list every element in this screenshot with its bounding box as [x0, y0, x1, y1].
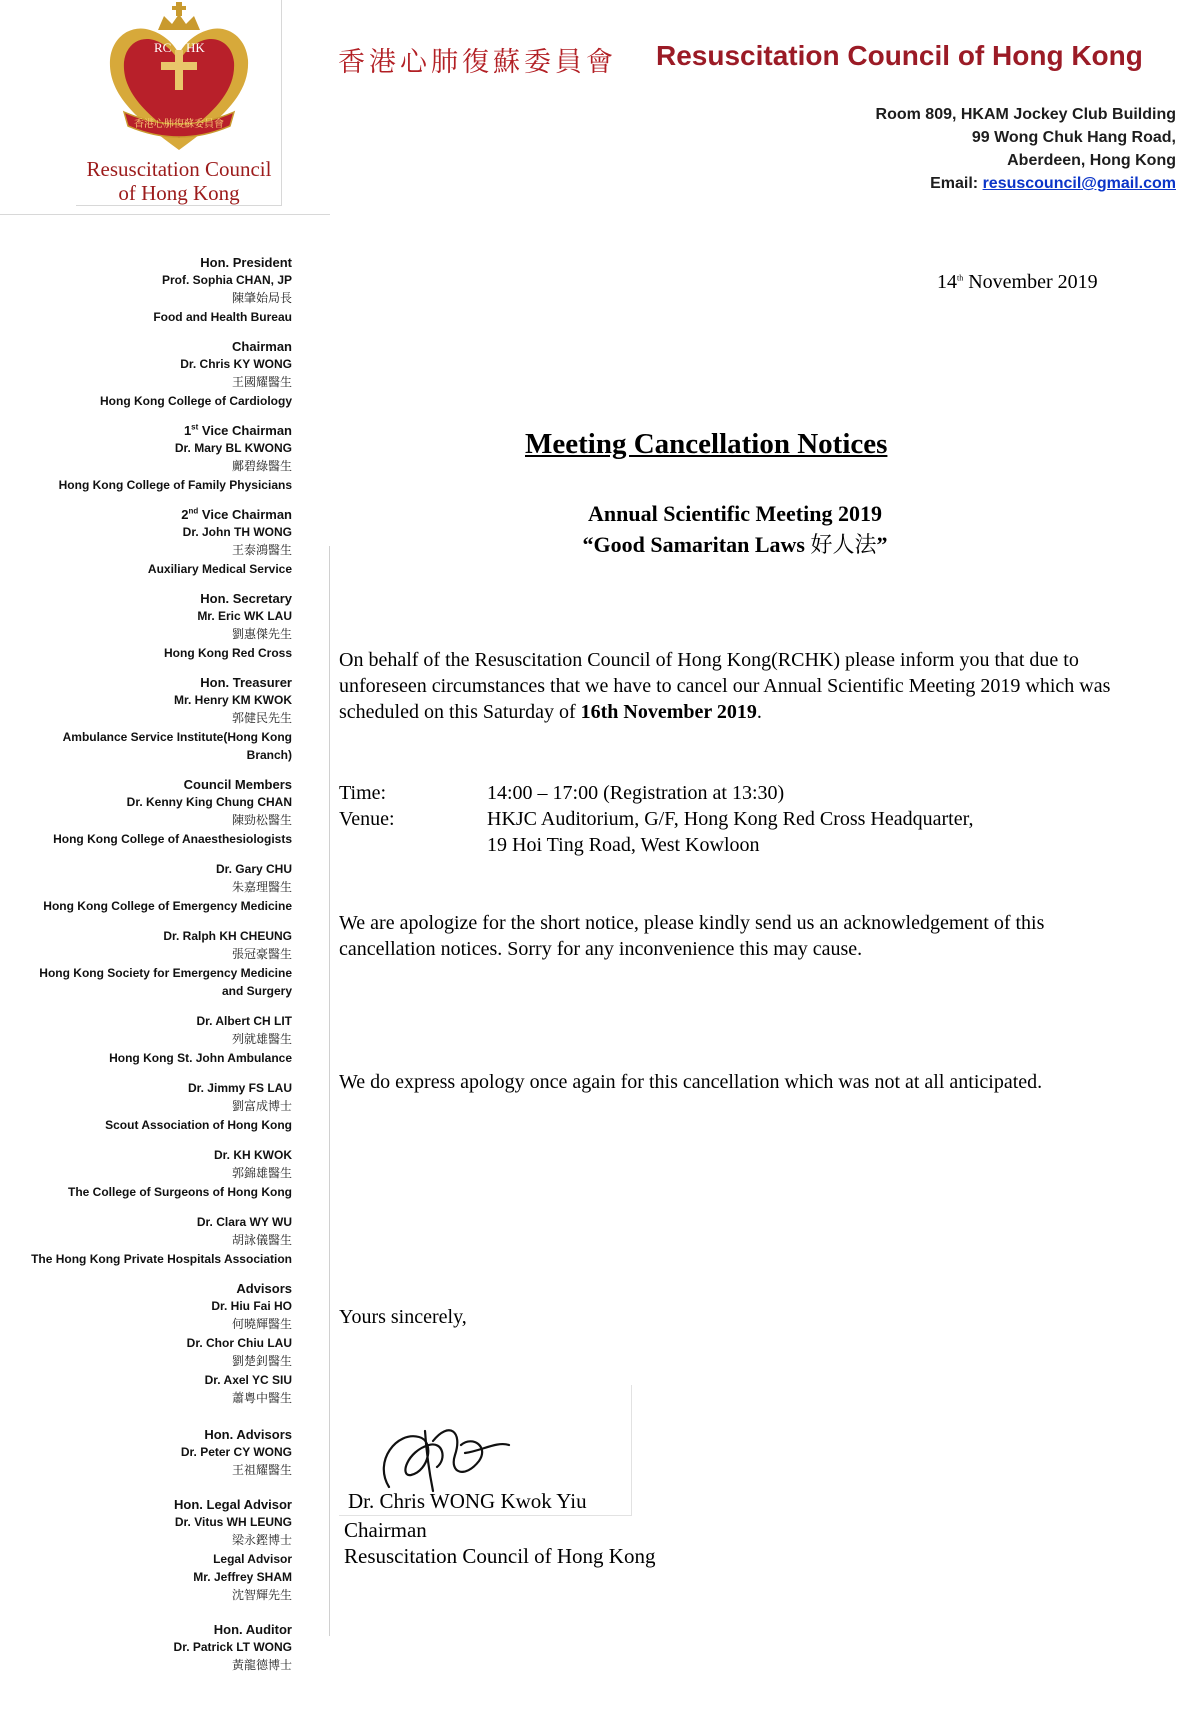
officer-org: Hong Kong Red Cross: [164, 646, 292, 660]
crest-emblem-icon: [98, 0, 260, 160]
officer-name-chinese: 張冠豪醫生: [231, 947, 292, 961]
officer-org: Scout Association of Hong Kong: [105, 1118, 292, 1132]
officer-name-chinese: 蕭粵中醫生: [231, 1391, 292, 1405]
officer-name: Dr. Clara WY WU: [196, 1215, 292, 1229]
officer-role: Hon. Secretary: [200, 591, 292, 606]
address-line: Room 809, HKAM Jockey Club Building: [875, 106, 1176, 123]
officers-column: [2, 254, 292, 1687]
meeting-theme: “Good Samaritan Laws 好人法”: [582, 532, 888, 558]
officer-group: [2, 1426, 292, 1480]
officer-group: [2, 1213, 292, 1268]
officer-name-chinese: 胡詠儀醫生: [231, 1233, 292, 1247]
meeting-name: Annual Scientific Meeting 2019: [588, 501, 882, 526]
email-row: [876, 172, 1176, 195]
officer-role: Advisors: [236, 1281, 292, 1296]
address-line: Aberdeen, Hong Kong: [1007, 152, 1176, 169]
officer-name: Mr. Henry KM KWOK: [173, 693, 292, 707]
officer-group: [2, 1496, 292, 1605]
column-divider: [329, 546, 330, 1636]
officer-name-chinese: 陳勁松醫生: [231, 813, 292, 827]
officer-org: Hong Kong College of Emergency Medicine: [43, 899, 292, 913]
address-block: [876, 103, 1176, 195]
time-label: Time:: [339, 782, 387, 804]
officer-name: Dr. John TH WONG: [182, 525, 292, 539]
venue-line: HKJC Auditorium, G/F, Hong Kong Red Cross Headquarter,: [487, 808, 974, 830]
officer-name-chinese: 黃龍德博士: [231, 1658, 292, 1672]
officer-name-chinese: 何曉輝醫生: [231, 1317, 292, 1331]
officer-name-chinese: 郭健民先生: [231, 711, 292, 725]
closing-apology-paragraph: We do express apology once again for this cancellation which was not at all anticipated.: [339, 1071, 1043, 1093]
officer-org: Hong Kong College of Cardiology: [100, 394, 292, 408]
officer-name-chinese: 王泰鴻醫生: [231, 543, 292, 557]
officer-role: Council Members: [183, 777, 292, 792]
officer-name: Dr. Mary BL KWONG: [174, 441, 292, 455]
officer-group: [2, 338, 292, 410]
officer-name: Dr. Gary CHU: [215, 862, 292, 876]
logo-hk-text: HK: [186, 40, 205, 55]
officer-role: Chairman: [232, 339, 292, 354]
org-name-english: Resuscitation Council of Hong Kong: [656, 40, 1143, 71]
officer-name: Prof. Sophia CHAN, JP: [161, 273, 292, 287]
signature-icon: [369, 1401, 539, 1501]
officer-org: and Surgery: [221, 984, 292, 998]
venue-line: 19 Hoi Ting Road, West Kowloon: [487, 834, 760, 856]
officer-org: Hong Kong Society for Emergency Medicine: [39, 966, 292, 980]
officer-group: [2, 1146, 292, 1201]
officer-group: [2, 1079, 292, 1134]
officer-role: Hon. Auditor: [213, 1622, 292, 1637]
officer-name: Dr. KH KWOK: [214, 1148, 292, 1162]
officer-name: Mr. Eric WK LAU: [197, 609, 292, 623]
officer-role: Hon. Advisors: [204, 1427, 292, 1442]
officer-org: Auxiliary Medical Service: [147, 562, 292, 576]
signer-title: Chairman: [344, 1518, 427, 1542]
officer-name: Mr. Jeffrey SHAM: [193, 1570, 292, 1584]
closing-salutation: Yours sincerely,: [339, 1306, 467, 1328]
officer-group: [2, 1280, 292, 1408]
officer-name: Dr. Ralph KH CHEUNG: [163, 929, 292, 943]
officer-group: [2, 927, 292, 1000]
officer-org: The Hong Kong Private Hospitals Association: [31, 1252, 292, 1266]
header-divider: [0, 214, 330, 215]
officer-name-chinese: 梁永鏗博士: [231, 1533, 292, 1547]
officer-name-chinese: 朱嘉理醫生: [231, 880, 292, 894]
signer-name: Dr. Chris WONG Kwok Yiu: [348, 1489, 587, 1513]
officer-group: [2, 590, 292, 662]
officer-name-chinese: 陳肇始局長: [231, 291, 292, 305]
officer-role: Hon. Legal Advisor: [174, 1497, 292, 1512]
officer-name: Dr. Hiu Fai HO: [211, 1299, 292, 1313]
officer-group: [2, 254, 292, 326]
officer-name: Dr. Axel YC SIU: [204, 1373, 292, 1387]
officer-role: 1st Vice Chairman: [183, 422, 292, 438]
signer-title-block: [344, 1517, 655, 1569]
officer-name: Dr. Chris KY WONG: [180, 357, 292, 371]
officer-group: [2, 1012, 292, 1067]
officer-name: Dr. Jimmy FS LAU: [187, 1081, 292, 1095]
email-link[interactable]: resuscouncil@gmail.com: [982, 175, 1176, 192]
letter-date: 14th November 2019: [937, 271, 1098, 293]
address-line: 99 Wong Chuk Hang Road,: [971, 129, 1176, 146]
time-value: 14:00 – 17:00 (Registration at 13:30): [487, 782, 785, 804]
cancellation-paragraph: On behalf of the Resuscitation Council of Hong Kong(RCHK) please inform you that due to unforeseen circumstances that we have to cancel our Annual Scientific Meeting 2019 which was scheduled on this Saturday of 16th November 2019.: [339, 649, 1111, 723]
officer-name-chinese: 王國耀醫生: [231, 375, 292, 389]
officer-group: [2, 776, 292, 848]
officer-name-chinese: 劉富成博士: [231, 1099, 292, 1113]
officer-role: Legal Advisor: [213, 1552, 292, 1566]
logo-ribbon-text: 香港心肺復蘇委員會: [134, 119, 224, 130]
officer-name: Dr. Peter CY WONG: [180, 1445, 292, 1459]
logo-caption-line2: of Hong Kong: [118, 181, 240, 205]
officer-name-chinese: 鄺碧綠醫生: [231, 459, 292, 473]
officer-name: Dr. Albert CH LIT: [196, 1014, 292, 1028]
officer-group: [2, 860, 292, 915]
officer-org: The College of Surgeons of Hong Kong: [68, 1185, 292, 1199]
officer-name-chinese: 郭錦雄醫生: [231, 1166, 292, 1180]
council-logo: [76, 0, 282, 206]
officer-name: Dr. Patrick LT WONG: [173, 1640, 292, 1654]
cancelled-date: 16th November 2019: [580, 701, 757, 723]
logo-rc-text: RC: [154, 40, 172, 55]
officer-role: Hon. President: [200, 255, 292, 270]
officer-name-chinese: 沈智輝先生: [231, 1588, 292, 1602]
officer-org: Ambulance Service Institute(Hong Kong: [62, 730, 292, 744]
officer-group: [2, 674, 292, 764]
logo-caption-line1: Resuscitation Council: [86, 157, 272, 181]
officer-name-chinese: 王祖耀醫生: [231, 1463, 292, 1477]
officer-name: Dr. Kenny King Chung CHAN: [126, 795, 292, 809]
org-name-chinese: 香港心肺復蘇委員會: [338, 47, 617, 78]
officer-org: Food and Health Bureau: [153, 310, 292, 324]
officer-name: Dr. Chor Chiu LAU: [186, 1336, 292, 1350]
venue-label: Venue:: [339, 808, 395, 830]
officer-role: 2nd Vice Chairman: [181, 506, 292, 522]
officer-name: Dr. Vitus WH LEUNG: [174, 1515, 292, 1529]
officer-group: [2, 422, 292, 494]
officer-org: Hong Kong College of Anaesthesiologists: [53, 832, 292, 846]
officer-org: Hong Kong College of Family Physicians: [58, 478, 292, 492]
officer-org: Hong Kong St. John Ambulance: [109, 1051, 292, 1065]
officer-name-chinese: 劉楚釗醫生: [231, 1354, 292, 1368]
signer-org: Resuscitation Council of Hong Kong: [344, 1544, 656, 1568]
officer-org: Branch): [246, 748, 292, 762]
officer-group: [2, 1621, 292, 1675]
letter-title: Meeting Cancellation Notices: [525, 428, 888, 460]
officer-name-chinese: 列就雄醫生: [231, 1032, 292, 1046]
officer-role: Hon. Treasurer: [200, 675, 292, 690]
officer-name-chinese: 劉惠傑先生: [231, 627, 292, 641]
apology-paragraph: We are apologize for the short notice, please kindly send us an acknowledgement of this cancellation notices. Sorry for any inconvenience this may cause.: [339, 912, 1045, 960]
email-label: Email:: [930, 175, 979, 192]
